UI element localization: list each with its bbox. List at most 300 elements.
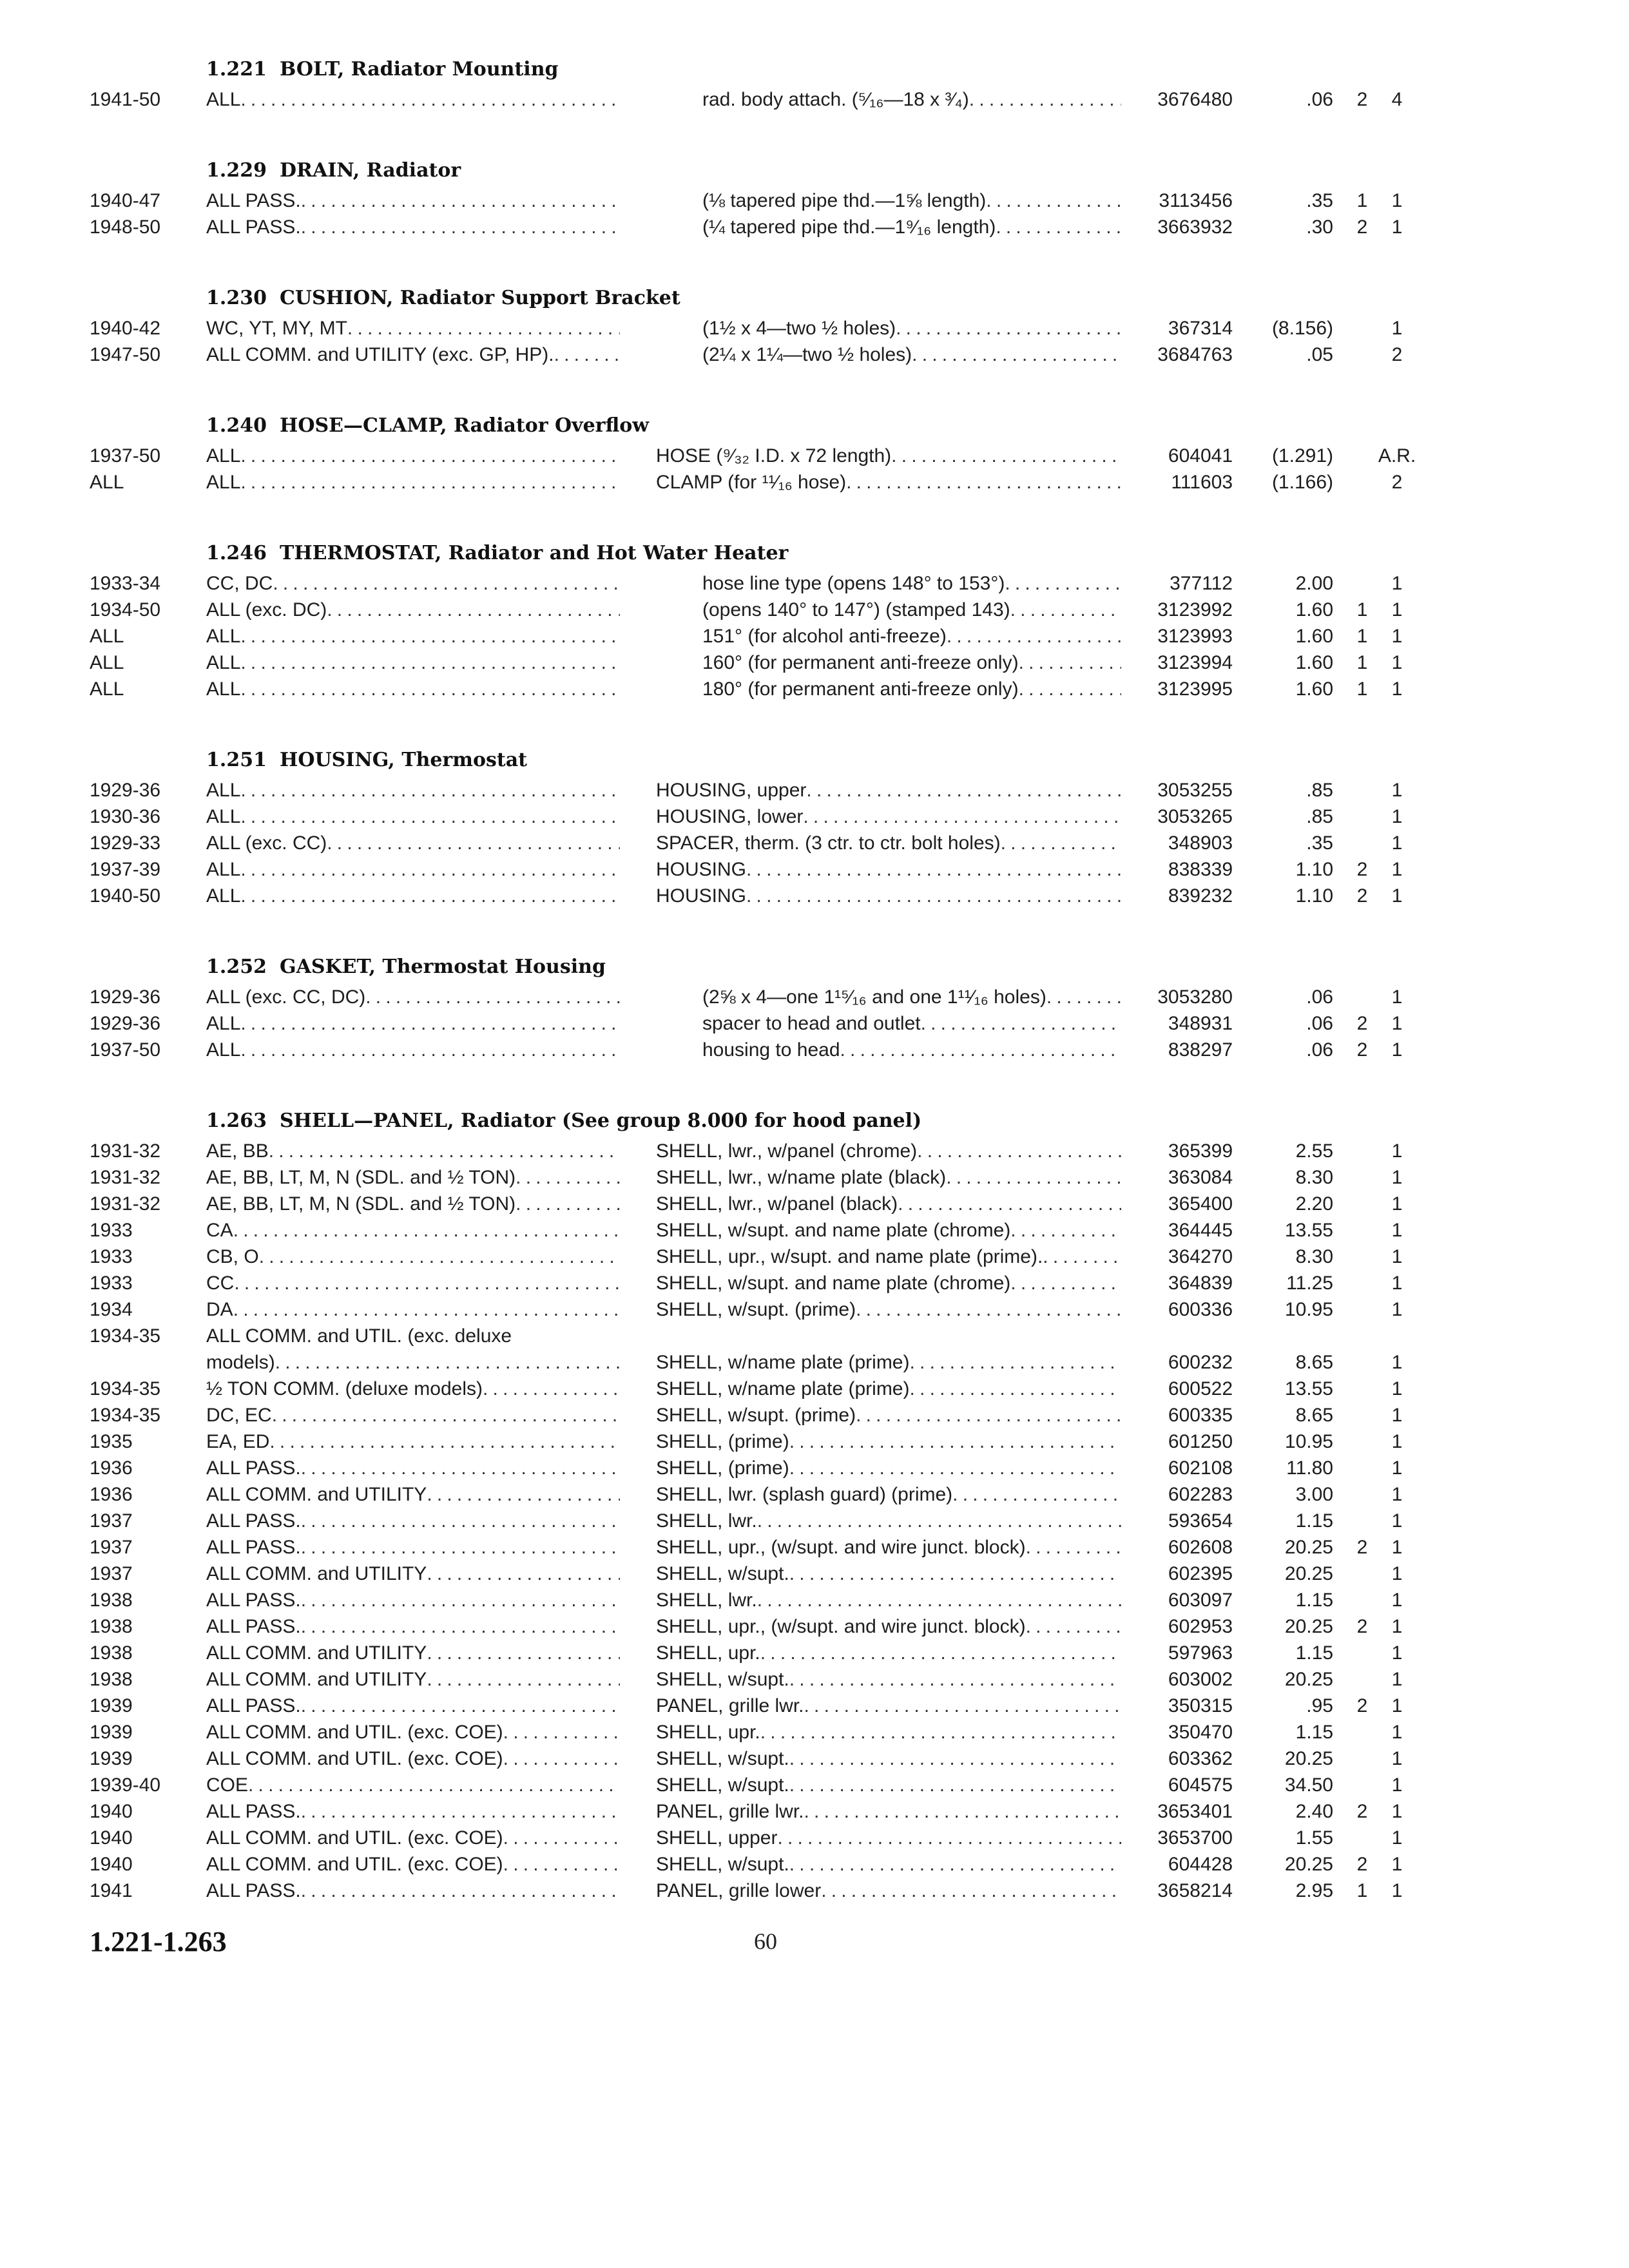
year-cell: 1934-50: [90, 599, 161, 620]
price-cell: 2.95: [1295, 1880, 1333, 1901]
section-code: 1.263: [206, 1110, 267, 1132]
model-cell: [206, 1244, 620, 1270]
model-cell: [206, 649, 620, 676]
dot-leader: [760, 1719, 1121, 1745]
table-row: [0, 1878, 1629, 1904]
description-cell: [702, 1037, 1121, 1063]
part-number-cell: 597963: [1168, 1642, 1233, 1664]
price-cell: 3.00: [1295, 1484, 1333, 1505]
year-cell: ALL: [90, 472, 124, 493]
dot-leader: [789, 1428, 1121, 1455]
model-text: ALL: [206, 445, 241, 466]
part-number-cell: 3676480: [1157, 89, 1233, 110]
quantity-b-cell: 1: [1391, 1484, 1403, 1505]
model-text: CB, O: [206, 1246, 259, 1267]
model-text: ALL COMM. and UTIL. (exc. COE): [206, 1854, 503, 1875]
quantity-b-cell: 1: [1391, 1590, 1403, 1611]
description-text: 180° (for permanent anti-freeze only): [702, 678, 1019, 700]
quantity-b-cell: 1: [1391, 190, 1403, 211]
quantity-b-cell: 1: [1391, 678, 1403, 700]
model-text: ALL COMM. and UTIL. (exc. COE): [206, 1722, 503, 1743]
description-text: HOUSING, lower: [656, 806, 804, 827]
price-cell: 20.25: [1284, 1616, 1333, 1637]
table-row: [0, 1428, 1629, 1455]
table-row: [0, 597, 1629, 623]
section-title: GASKET, Thermostat Housing: [280, 956, 606, 978]
quantity-b-cell: 1: [1391, 1642, 1403, 1664]
price-cell: 8.30: [1295, 1246, 1333, 1267]
year-cell: 1940: [90, 1801, 133, 1822]
part-number-cell: 350315: [1168, 1695, 1233, 1716]
model-cell: [206, 1587, 620, 1613]
year-cell: 1937: [90, 1563, 133, 1584]
model-text: ALL COMM. and UTILITY: [206, 1669, 427, 1690]
dot-leader: [821, 1878, 1121, 1904]
description-text: SHELL, w/supt. (prime): [656, 1405, 856, 1426]
description-text: PANEL, grille lwr.: [656, 1695, 804, 1716]
dot-leader: [483, 1376, 620, 1402]
description-text: PANEL, grille lwr.: [656, 1801, 804, 1822]
price-cell: 20.25: [1284, 1563, 1333, 1584]
section-code: 1.221: [206, 58, 267, 81]
dot-leader: [804, 1798, 1121, 1825]
description-cell: [656, 803, 1121, 830]
description-cell: [702, 676, 1121, 702]
model-cell: [206, 1666, 620, 1693]
price-cell: 20.25: [1284, 1854, 1333, 1875]
dot-leader: [233, 1296, 620, 1323]
dot-leader: [240, 623, 620, 649]
part-number-cell: 364270: [1168, 1246, 1233, 1267]
year-cell: 1933: [90, 1246, 133, 1267]
year-cell: 1930-36: [90, 806, 161, 827]
description-cell: [656, 1244, 1121, 1270]
description-text: SHELL, lwr.: [656, 1590, 757, 1611]
quantity-b-cell: 1: [1391, 1013, 1403, 1034]
part-number-cell: 3123995: [1157, 678, 1233, 700]
description-text: (opens 140° to 147°) (stamped 143): [702, 599, 1010, 620]
year-cell: 1941-50: [90, 89, 161, 110]
model-cell: [206, 1825, 620, 1851]
model-cell: [206, 856, 620, 883]
price-cell: 11.25: [1286, 1273, 1333, 1294]
model-text: ALL (exc. DC): [206, 599, 327, 620]
table-row: [0, 623, 1629, 649]
description-cell: [656, 1772, 1121, 1798]
table-row: [0, 1191, 1629, 1217]
table-row: [0, 1825, 1629, 1851]
dot-leader: [503, 1851, 620, 1878]
part-number-cell: 111603: [1171, 472, 1233, 493]
dot-leader: [272, 1402, 620, 1428]
price-cell: 11.80: [1286, 1457, 1333, 1479]
part-number-cell: 3653700: [1157, 1827, 1233, 1849]
quantity-b-cell: 1: [1391, 1774, 1403, 1796]
description-cell: [656, 469, 1121, 495]
quantity-b-cell: 1: [1391, 1378, 1403, 1399]
year-cell: 1936: [90, 1484, 133, 1505]
table-row: [0, 1587, 1629, 1613]
year-cell: 1939-40: [90, 1774, 161, 1796]
quantity-a-cell: 2: [1356, 1537, 1368, 1558]
dot-leader: [846, 469, 1121, 495]
part-number-cell: 604041: [1168, 445, 1233, 466]
table-row: [0, 1376, 1629, 1402]
description-cell: [656, 1428, 1121, 1455]
dot-leader: [240, 883, 620, 909]
dot-leader: [896, 315, 1121, 341]
model-cell: [206, 1481, 620, 1508]
catalog-section: [0, 540, 1629, 702]
dot-leader: [234, 1270, 620, 1296]
model-cell: [206, 1010, 620, 1037]
model-cell: [206, 1561, 620, 1587]
year-cell: 1933: [90, 1273, 133, 1294]
dot-leader: [240, 856, 620, 883]
section-title: THERMOSTAT, Radiator and Hot Water Heater: [280, 542, 789, 564]
model-cell: [206, 830, 620, 856]
description-cell: [656, 777, 1121, 803]
model-text: WC, YT, MY, MT: [206, 318, 347, 339]
dot-leader: [269, 1428, 620, 1455]
dot-leader: [240, 469, 620, 495]
year-cell: 1948-50: [90, 216, 161, 238]
dot-leader: [347, 315, 620, 341]
dot-leader: [947, 623, 1121, 649]
table-row: [0, 1138, 1629, 1164]
dot-leader: [301, 1508, 620, 1534]
description-cell: [656, 1402, 1121, 1428]
section-heading: [0, 157, 1629, 184]
description-text: SHELL, upr.: [656, 1722, 760, 1743]
model-text: AE, BB: [206, 1140, 269, 1162]
model-text: ALL: [206, 652, 241, 673]
quantity-a-cell: 2: [1356, 1695, 1368, 1716]
dot-leader: [898, 1191, 1121, 1217]
quantity-b-cell: 1: [1391, 1405, 1403, 1426]
model-cell: [206, 1798, 620, 1825]
dot-leader: [1026, 1613, 1121, 1640]
description-cell: [656, 1561, 1121, 1587]
description-text: HOUSING: [656, 859, 747, 880]
dot-leader: [789, 1561, 1121, 1587]
year-cell: 1933: [90, 1220, 133, 1241]
table-row: [0, 1323, 1629, 1349]
dot-leader: [301, 187, 620, 214]
model-cell: [206, 1191, 620, 1217]
part-number-cell: 3053280: [1157, 986, 1233, 1008]
quantity-b-cell: 1: [1391, 1669, 1403, 1690]
description-text: SHELL, w/supt.: [656, 1748, 789, 1769]
description-cell: [656, 1878, 1121, 1904]
model-text: ALL COMM. and UTILITY: [206, 1484, 427, 1505]
dot-leader: [946, 1164, 1121, 1191]
description-text: SHELL, w/supt. and name plate (chrome): [656, 1273, 1011, 1294]
model-text: ALL: [206, 472, 241, 493]
part-number-cell: 365400: [1168, 1193, 1233, 1215]
model-cell: [206, 1878, 620, 1904]
table-row: [0, 214, 1629, 240]
table-row: [0, 1745, 1629, 1772]
quantity-b-cell: 1: [1391, 1352, 1403, 1373]
table-row: [0, 1455, 1629, 1481]
description-cell: [656, 830, 1121, 856]
description-cell: [656, 1481, 1121, 1508]
quantity-b-cell: 2: [1391, 472, 1403, 493]
description-text: HOUSING: [656, 885, 747, 907]
model-cell: [206, 1719, 620, 1745]
model-text: ALL: [206, 89, 241, 110]
model-text: DA: [206, 1299, 233, 1320]
model-cell: [206, 1323, 620, 1349]
quantity-b-cell: 1: [1391, 1563, 1403, 1584]
description-text: SHELL, w/supt.: [656, 1563, 789, 1584]
quantity-b-cell: 1: [1391, 1827, 1403, 1849]
dot-leader: [240, 86, 620, 113]
table-row: [0, 1164, 1629, 1191]
dot-leader: [427, 1481, 620, 1508]
section-title: DRAIN, Radiator: [280, 159, 461, 182]
part-number-cell: 600336: [1168, 1299, 1233, 1320]
model-text: ALL PASS.: [206, 1510, 301, 1532]
part-number-cell: 603362: [1168, 1748, 1233, 1769]
description-cell: [656, 1508, 1121, 1534]
model-text: ALL COMM. and UTILITY: [206, 1642, 427, 1664]
description-text: (¼ tapered pipe thd.—1⁹⁄₁₆ length): [702, 216, 996, 238]
table-row: [0, 187, 1629, 214]
description-text: spacer to head and outlet: [702, 1013, 921, 1034]
part-number-cell: 3123992: [1157, 599, 1233, 620]
model-cell: [206, 1613, 620, 1640]
year-cell: 1929-36: [90, 780, 161, 801]
price-cell: 2.20: [1295, 1193, 1333, 1215]
dot-leader: [856, 1296, 1121, 1323]
part-number-cell: 350470: [1168, 1722, 1233, 1743]
quantity-a-cell: 2: [1356, 1616, 1368, 1637]
dot-leader: [233, 1217, 620, 1244]
price-cell: 13.55: [1284, 1378, 1333, 1399]
part-number-cell: 601250: [1168, 1431, 1233, 1452]
dot-leader: [301, 1798, 620, 1825]
dot-leader: [240, 443, 620, 469]
table-row: [0, 341, 1629, 368]
page-number: 60: [754, 1928, 777, 1954]
model-cell: [206, 214, 620, 240]
description-text: rad. body attach. (⁵⁄₁₆—18 x ³⁄₄): [702, 89, 969, 110]
dot-leader: [757, 1508, 1121, 1534]
price-cell: 20.25: [1284, 1748, 1333, 1769]
quantity-b-cell: 1: [1391, 1273, 1403, 1294]
dot-leader: [240, 803, 620, 830]
dot-leader: [917, 1138, 1121, 1164]
part-number-cell: 364445: [1168, 1220, 1233, 1241]
description-cell: [656, 1270, 1121, 1296]
part-number-cell: 3663932: [1157, 216, 1233, 238]
price-cell: (1.166): [1271, 472, 1333, 493]
model-text: ALL: [206, 1039, 241, 1061]
price-cell: .95: [1306, 1695, 1333, 1716]
quantity-b-cell: 1: [1391, 1537, 1403, 1558]
table-row: [0, 1719, 1629, 1745]
table-row: [0, 469, 1629, 495]
model-cell: [206, 443, 620, 469]
model-text: ALL: [206, 859, 241, 880]
model-cell: [206, 1164, 620, 1191]
dot-leader: [757, 1587, 1121, 1613]
section-title: CUSHION, Radiator Support Bracket: [280, 287, 680, 309]
model-cell: [206, 469, 620, 495]
price-cell: 1.10: [1295, 859, 1333, 880]
model-cell: [206, 883, 620, 909]
model-text: AE, BB, LT, M, N (SDL. and ½ TON): [206, 1193, 516, 1215]
dot-leader: [910, 1349, 1122, 1376]
quantity-a-cell: 2: [1356, 216, 1368, 238]
quantity-a-cell: 2: [1356, 1039, 1368, 1061]
model-text: models): [206, 1352, 275, 1373]
description-text: HOSE (⁹⁄₃₂ I.D. x 72 length): [656, 445, 892, 466]
dot-leader: [840, 1037, 1121, 1063]
model-text: ALL (exc. CC, DC): [206, 986, 366, 1008]
model-cell: [206, 597, 620, 623]
year-cell: 1938: [90, 1590, 133, 1611]
parts-catalog-page: [0, 56, 1629, 1904]
part-number-cell: 3123994: [1157, 652, 1233, 673]
price-cell: 2.55: [1295, 1140, 1333, 1162]
table-row: [0, 1010, 1629, 1037]
description-cell: [656, 1296, 1121, 1323]
description-text: (⅛ tapered pipe thd.—1⅝ length): [702, 190, 987, 211]
year-cell: 1929-36: [90, 986, 161, 1008]
model-text: ALL COMM. and UTILITY: [206, 1563, 427, 1584]
table-row: [0, 1798, 1629, 1825]
part-number-cell: 602283: [1168, 1484, 1233, 1505]
table-row: [0, 1561, 1629, 1587]
quantity-b-cell: 1: [1391, 1140, 1403, 1162]
model-text: ALL COMM. and UTIL. (exc. COE): [206, 1827, 503, 1849]
model-cell: [206, 1402, 620, 1428]
model-cell: [206, 777, 620, 803]
model-cell: [206, 1428, 620, 1455]
price-cell: .06: [1306, 986, 1333, 1008]
quantity-b-cell: 4: [1391, 89, 1403, 110]
description-cell: [656, 1851, 1121, 1878]
price-cell: 20.25: [1284, 1537, 1333, 1558]
model-text: ALL PASS.: [206, 1537, 301, 1558]
year-cell: 1935: [90, 1431, 133, 1452]
description-text: SHELL, upr., w/supt. and name plate (prime).: [656, 1246, 1043, 1267]
price-cell: 1.60: [1295, 599, 1333, 620]
description-cell: [656, 856, 1121, 883]
description-cell: [656, 1534, 1121, 1561]
dot-leader: [921, 1010, 1121, 1037]
dot-leader: [1010, 1270, 1121, 1296]
model-text: ALL COMM. and UTIL. (exc. deluxe: [206, 1325, 512, 1347]
table-row: [0, 1481, 1629, 1508]
table-row: [0, 443, 1629, 469]
table-row: [0, 984, 1629, 1010]
table-row: [0, 676, 1629, 702]
quantity-b-cell: 1: [1391, 626, 1403, 647]
year-cell: 1938: [90, 1616, 133, 1637]
model-cell: [206, 1508, 620, 1534]
dot-leader: [1019, 649, 1121, 676]
part-number-cell: 602608: [1168, 1537, 1233, 1558]
table-row: [0, 1640, 1629, 1666]
part-number-cell: 3113456: [1159, 190, 1233, 211]
table-row: [0, 803, 1629, 830]
dot-leader: [327, 830, 620, 856]
section-code: 1.230: [206, 287, 267, 309]
part-number-cell: 838339: [1168, 859, 1233, 880]
price-cell: .06: [1306, 89, 1333, 110]
table-row: [0, 1217, 1629, 1244]
dot-leader: [1010, 597, 1121, 623]
description-cell: [656, 1376, 1121, 1402]
model-text: ALL: [206, 780, 241, 801]
table-row: [0, 883, 1629, 909]
price-cell: 1.60: [1295, 626, 1333, 647]
description-cell: [702, 597, 1121, 623]
description-text: SHELL, lwr., w/panel (black): [656, 1193, 898, 1215]
table-row: [0, 1693, 1629, 1719]
model-text: ALL: [206, 885, 241, 907]
dot-leader: [1046, 984, 1121, 1010]
price-cell: 1.15: [1295, 1722, 1333, 1743]
dot-leader: [806, 777, 1121, 803]
description-text: HOUSING, upper: [656, 780, 807, 801]
description-cell: [656, 1666, 1121, 1693]
quantity-b-cell: 1: [1391, 1880, 1403, 1901]
dot-leader: [503, 1719, 620, 1745]
catalog-section: [0, 285, 1629, 368]
price-cell: 8.30: [1295, 1167, 1333, 1188]
description-cell: [702, 649, 1121, 676]
dot-leader: [516, 1191, 620, 1217]
description-text: 151° (for alcohol anti-freeze): [702, 626, 947, 647]
price-cell: .30: [1306, 216, 1333, 238]
dot-leader: [427, 1640, 620, 1666]
quantity-b-cell: 1: [1391, 1510, 1403, 1532]
description-cell: [702, 984, 1121, 1010]
description-text: SHELL, (prime): [656, 1457, 789, 1479]
description-text: hose line type (opens 148° to 153°): [702, 573, 1005, 594]
year-cell: 1937: [90, 1537, 133, 1558]
quantity-b-cell: 1: [1391, 1299, 1403, 1320]
model-cell: [206, 1745, 620, 1772]
dot-leader: [240, 1037, 620, 1063]
dot-leader: [301, 1693, 620, 1719]
description-text: SHELL, upr.: [656, 1642, 760, 1664]
quantity-a-cell: 1: [1356, 652, 1368, 673]
year-cell: 1931-32: [90, 1193, 161, 1215]
description-cell: [656, 883, 1121, 909]
model-text: ALL PASS.: [206, 1457, 301, 1479]
dot-leader: [275, 1349, 620, 1376]
price-cell: 20.25: [1284, 1669, 1333, 1690]
quantity-b-cell: 1: [1391, 1167, 1403, 1188]
model-text: ALL: [206, 1013, 241, 1034]
quantity-b-cell: 1: [1391, 986, 1403, 1008]
model-text: ALL PASS.: [206, 216, 301, 238]
model-text: CC: [206, 1273, 235, 1294]
table-row: [0, 1349, 1629, 1376]
quantity-a-cell: 2: [1356, 1013, 1368, 1034]
price-cell: (8.156): [1271, 318, 1333, 339]
year-cell: 1940-47: [90, 190, 161, 211]
model-text: ALL PASS.: [206, 1801, 301, 1822]
description-text: SHELL, lwr., w/panel (chrome): [656, 1140, 918, 1162]
description-cell: [702, 623, 1121, 649]
